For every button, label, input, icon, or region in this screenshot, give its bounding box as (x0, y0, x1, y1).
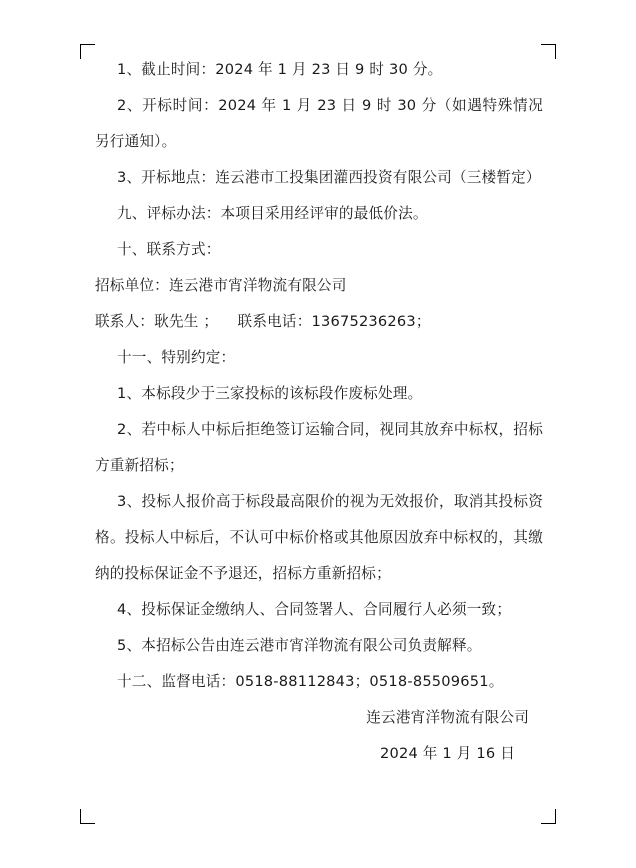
paragraph: 十二、监督电话：0518-88112843；0518-85509651。 (117, 673, 504, 690)
crop-mark-top-right (541, 44, 556, 59)
document-body (95, 52, 543, 772)
paragraph: 十、联系方式： (117, 241, 221, 258)
crop-mark-bottom-right (541, 809, 556, 824)
paragraph: 1、截止时间：2024 年 1 月 23 日 9 时 30 分。 (117, 61, 443, 78)
paragraph: 5、本招标公告由连云港市宵洋物流有限公司负责解释。 (117, 637, 482, 654)
crop-mark-top-left (80, 44, 95, 59)
paragraph: 十一、特别约定： (117, 349, 236, 366)
paragraph: 3、投标人报价高于标段最高限价的视为无效报价，取消其投标资格。投标人中标后，不认可中标价格或其他原因放弃中标权的，其缴纳的投标保证金不予退还，招标方重新招标； (95, 493, 543, 582)
paragraph: 2、若中标人中标后拒绝签订运输合同，视同其放弃中标权，招标方重新招标； (95, 421, 543, 474)
signature-date: 2024 年 1 月 16 日 (380, 745, 515, 762)
paragraph: 2、开标时间：2024 年 1 月 23 日 9 时 30 分（如遇特殊情况另行通知）。 (95, 97, 543, 150)
paragraph: 4、投标保证金缴纳人、合同签署人、合同履行人必须一致； (117, 601, 512, 618)
paragraph: 1、本标段少于三家投标的该标段作废标处理。 (117, 385, 423, 402)
paragraph: 九、评标办法：本项目采用经评审的最低价法。 (117, 205, 428, 222)
crop-mark-bottom-left (80, 809, 95, 824)
paragraph: 招标单位：连云港市宵洋物流有限公司 (95, 277, 347, 294)
signature-company: 连云港宵洋物流有限公司 (366, 709, 529, 726)
paragraph: 3、开标地点：连云港市工投集团灌西投资有限公司（三楼暂定） (117, 169, 541, 186)
paragraph: 联系人：耿先生 ； 联系电话：13675236263； (95, 313, 431, 330)
